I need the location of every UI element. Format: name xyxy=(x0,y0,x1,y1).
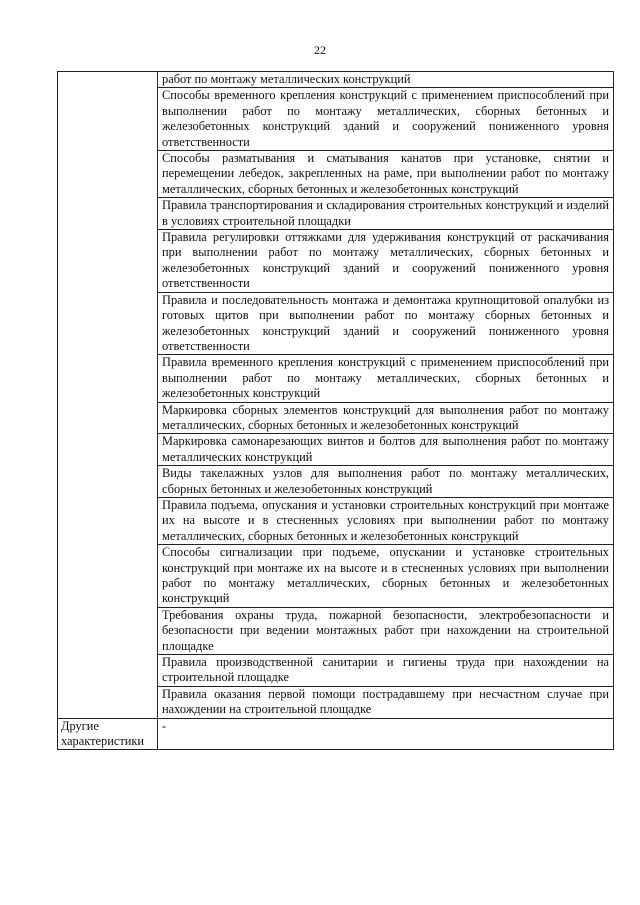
table-cell: Требования охраны труда, пожарной безопасности, электробезопасности и безопасности при ведении монтажных работ при нахождении на строительной площадке xyxy=(158,607,614,654)
table-cell: Способы разматывания и сматывания канатов при установке, снятии и перемещении лебедок, закрепленных на раме, при выполнении работ по монтажу металлических, сборных бетонных и железобетонных конструкций xyxy=(158,151,614,198)
empty-label-cell xyxy=(58,72,158,719)
page-number: 22 xyxy=(314,43,326,57)
table-cell: Правила подъема, опускания и установки строительных конструкций при монтаже их на высоте и в стесненных условиях при выполнении работ по монтажу металлических, сборных бетонных и железобетонных конструкций xyxy=(158,497,614,544)
table-cell: Правила временного крепления конструкций с применением приспособлений при выполнении работ по монтажу металлических, сборных бетонных и железобетонных конструкций xyxy=(158,355,614,402)
table-cell: Правила оказания первой помощи пострадавшему при несчастном случае при нахождении на строительной площадке xyxy=(158,686,614,718)
table-cell: Виды такелажных узлов для выполнения работ по монтажу металлических, сборных бетонных и железобетонных конструкций xyxy=(158,466,614,498)
table-cell: работ по монтажу металлических конструкций xyxy=(158,72,614,88)
table-row-other xyxy=(58,718,614,750)
table-cell: Правила регулировки оттяжками для удерживания конструкций от раскачивания при выполнении работ по монтажу металлических, сборных бетонных и железобетонных конструкций зданий и сооружений пониженного уровня ответственности xyxy=(158,230,614,293)
table-cell: Способы временного крепления конструкций с применением приспособлений при выполнении работ по монтажу металлических, сборных бетонных и железобетонных конструкций зданий и сооружений пониженного уровня ответственности xyxy=(158,88,614,151)
table-cell: Маркировка самонарезающих винтов и болтов для выполнения работ по монтажу металлических конструкций xyxy=(158,434,614,466)
other-characteristics-label: Другие характеристики xyxy=(58,718,158,750)
table-cell: Правила транспортирования и складирования строительных конструкций и изделий в условиях строительной площадки xyxy=(158,198,614,230)
table-cell: Правила и последовательность монтажа и демонтажа крупнощитовой опалубки из готовых щитов при выполнении работ по монтажу сборных бетонных и железобетонных конструкций зданий и сооружений пониженного уровня ответственности xyxy=(158,292,614,355)
table-cell: Способы сигнализации при подъеме, опускании и установке строительных конструкций при монтаже их на высоте и в стесненных условиях при выполнении работ по монтажу металлических, сборных бетонных и железобетонных конструкций xyxy=(158,545,614,608)
table-cell: Правила производственной санитарии и гигиены труда при нахождении на строительной площадке xyxy=(158,655,614,687)
other-characteristics-value: - xyxy=(158,718,614,750)
requirements-table xyxy=(57,71,614,750)
table-row xyxy=(58,72,614,88)
table-cell: Маркировка сборных элементов конструкций для выполнения работ по монтажу металлических, сборных бетонных и железобетонных конструкций xyxy=(158,402,614,434)
